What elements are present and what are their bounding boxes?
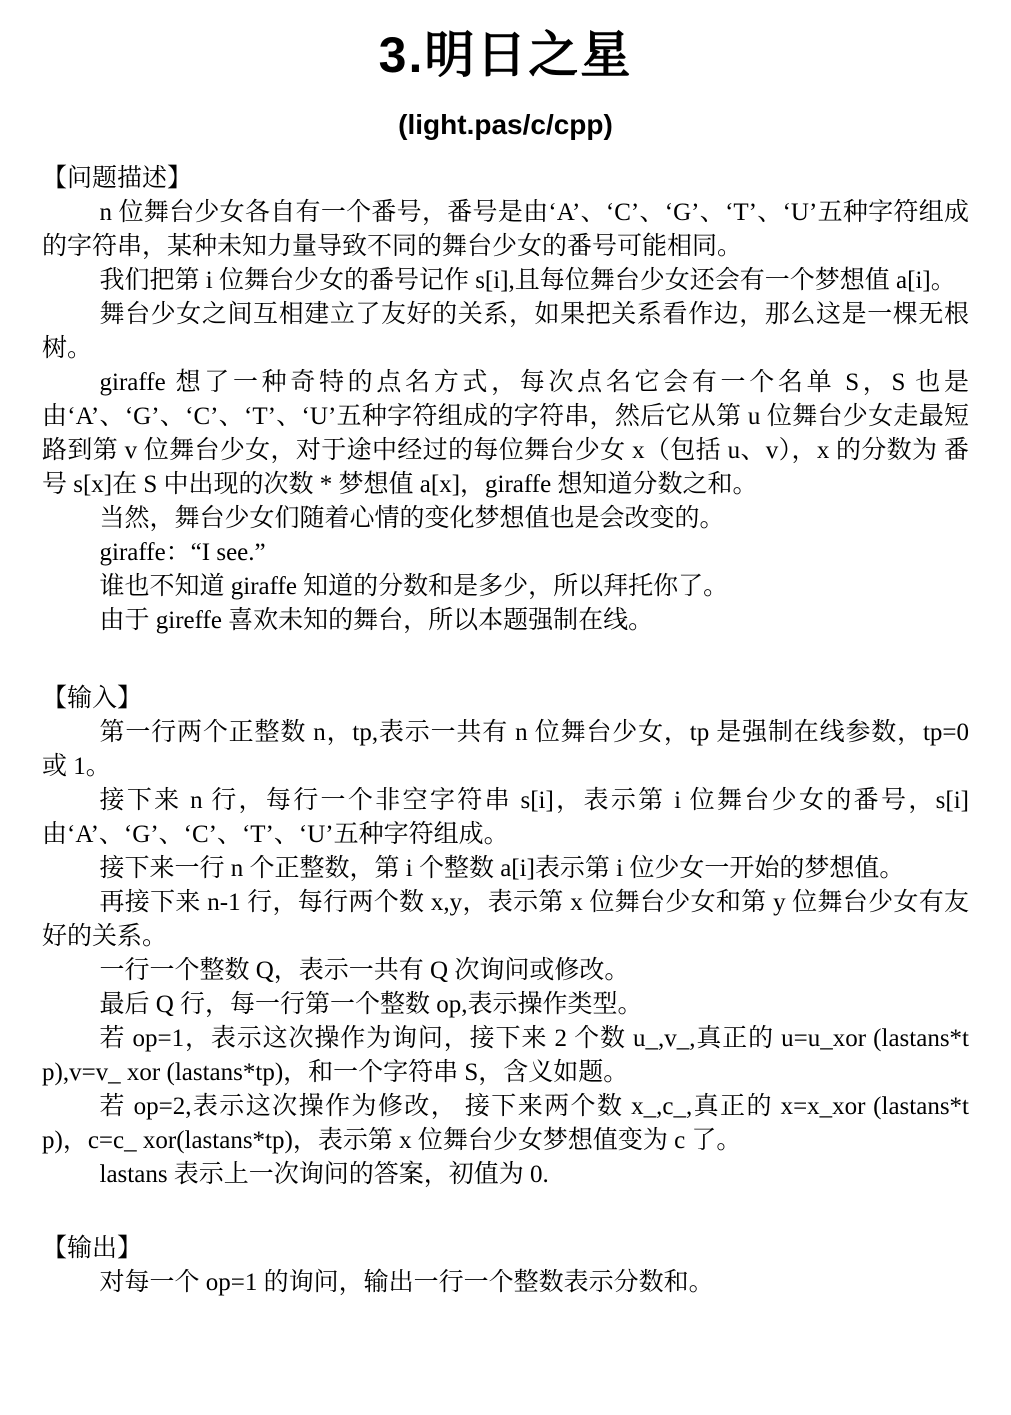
paragraph-input-3: 接下来一行 n 个正整数，第 i 个整数 a[i]表示第 i 位少女一开始的梦想值。 <box>99 855 905 882</box>
section-output <box>42 1232 969 1300</box>
heading-problem-description: 【问题描述】 <box>42 165 193 192</box>
document-subtitle: (light.pas/c/cpp) <box>398 109 613 140</box>
paragraph-input-4: 再接下来 n-1 行，每行两个数 x,y，表示第 x 位舞台少女和第 y 位舞台少女有友好的关系。 <box>42 889 969 950</box>
section-problem-description <box>42 162 969 638</box>
paragraph-input-8: 若 op=2,表示这次操作为修改， 接下来两个数 x_,c_,真正的 x=x_xor (lastans*tp)，c=c_ xor(lastans*tp)，表示第 x 位舞台少女梦想值变为 c 了。 <box>42 1093 969 1154</box>
paragraph-input-5: 一行一个整数 Q，表示一共有 Q 次询问或修改。 <box>99 957 630 984</box>
heading-input: 【输入】 <box>42 685 143 712</box>
paragraph-problem-6: giraffe：“I see.” <box>99 539 266 566</box>
document-title: 3.明日之星 <box>378 27 633 83</box>
paragraph-problem-4: giraffe 想了一种奇特的点名方式，每次点名它会有一个名单 S，S 也是由‘A’、‘G’、‘C’、‘T’、‘U’五种字符组成的字符串，然后它从第 u 位舞台少女走最短路到第 v 位舞台少女，对于途中经过的每位舞台少女 x（包括 u、v），x 的分数为 番号 s[x]在 S 中出现的次数 * 梦想值 a[x]，giraffe 想知道分数之和。 <box>42 369 969 498</box>
paragraph-problem-8: 由于 gireffe 喜欢未知的舞台，所以本题强制在线。 <box>99 607 654 634</box>
paragraph-input-7: 若 op=1，表示这次操作为询问，接下来 2 个数 u_,v_,真正的 u=u_xor (lastans*tp),v=v_ xor (lastans*tp)，和一个字符串 S，含义如题。 <box>42 1025 969 1086</box>
paragraph-problem-5: 当然，舞台少女们随着心情的变化梦想值也是会改变的。 <box>99 505 725 532</box>
paragraph-problem-3: 舞台少女之间互相建立了友好的关系，如果把关系看作边，那么这是一棵无根树。 <box>42 301 969 362</box>
paragraph-input-9: lastans 表示上一次询问的答案，初值为 0. <box>99 1161 549 1188</box>
heading-output: 【输出】 <box>42 1235 143 1262</box>
paragraph-input-6: 最后 Q 行，每一行第一个整数 op,表示操作类型。 <box>99 991 643 1018</box>
paragraph-problem-1: n 位舞台少女各自有一个番号，番号是由‘A’、‘C’、‘G’、‘T’、‘U’五种字符组成的字符串，某种未知力量导致不同的舞台少女的番号可能相同。 <box>42 199 969 260</box>
paragraph-input-2: 接下来 n 行，每行一个非空字符串 s[i]，表示第 i 位舞台少女的番号，s[i]由‘A’、‘G’、‘C’、‘T’、‘U’五种字符组成。 <box>42 787 969 848</box>
paragraph-problem-2: 我们把第 i 位舞台少女的番号记作 s[i],且每位舞台少女还会有一个梦想值 a[i]。 <box>99 267 956 294</box>
paragraph-output-1: 对每一个 op=1 的询问，输出一行一个整数表示分数和。 <box>99 1269 714 1296</box>
section-input <box>42 682 969 1192</box>
paragraph-input-1: 第一行两个正整数 n，tp,表示一共有 n 位舞台少女，tp 是强制在线参数，tp=0 或 1。 <box>42 719 969 780</box>
paragraph-problem-7: 谁也不知道 giraffe 知道的分数和是多少，所以拜托你了。 <box>99 573 729 600</box>
